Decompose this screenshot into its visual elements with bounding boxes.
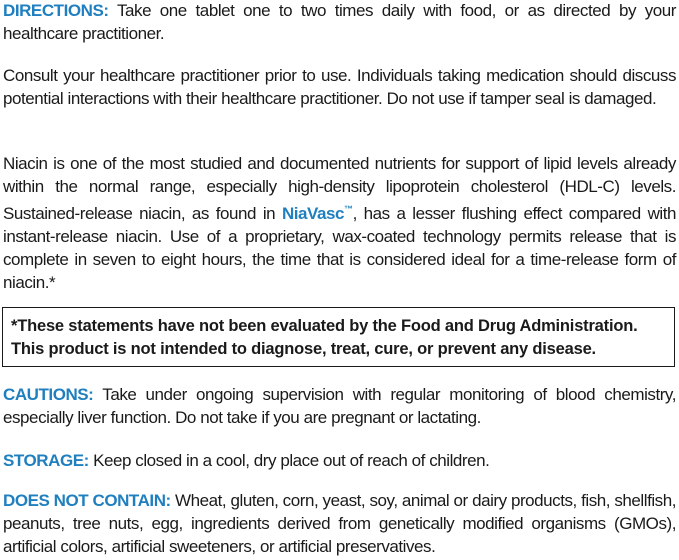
does-not-contain-paragraph [3, 489, 676, 558]
fda-disclaimer-box [2, 307, 675, 367]
directions-label: DIRECTIONS: [3, 1, 109, 20]
does-not-contain-label: DOES NOT CONTAIN: [3, 491, 171, 510]
directions-text: Take one tablet one to two times daily with food, or as directed by your healthcare practitioner. [3, 1, 676, 43]
niacin-text-after: , has a lesser flushing effect compared with instant-release niacin. Use of a proprietary, wax-coated technology permits release that is complete in seven to eight hours, the time that is considered ideal for a time-release form of niacin.* [3, 204, 676, 292]
storage-label: STORAGE: [3, 451, 89, 470]
disclaimer-line-1: *These statements have not been evaluated by the Food and Drug Administration. [11, 317, 638, 335]
niacin-text-before: Niacin is one of the most studied and documented nutrients for support of lipid levels already within the normal range, especially high-density lipoprotein cholesterol (HDL-C) levels. Sustained-release niacin, as found in [3, 154, 676, 223]
cautions-text: Take under ongoing supervision with regular monitoring of blood chemistry, especially liver function. Do not take if you are pregnant or lactating. [3, 385, 676, 427]
storage-paragraph [3, 449, 676, 472]
niacin-paragraph [3, 152, 676, 294]
consult-text: Consult your healthcare practitioner prior to use. Individuals taking medication should discuss potential interactions with their healthcare practitioner. Do not use if tamper seal is damaged. [3, 66, 676, 108]
disclaimer-line-2: This product is not intended to diagnose, treat, cure, or prevent any disease. [11, 340, 596, 358]
storage-text: Keep closed in a cool, dry place out of reach of children. [88, 451, 490, 470]
directions-paragraph [3, 0, 676, 45]
cautions-paragraph [3, 383, 676, 429]
does-not-contain-text: Wheat, gluten, corn, yeast, soy, animal or dairy products, fish, shellfish, peanuts, tree nuts, egg, ingredients derived from genetically modified organisms (GMOs), artificial colors, artificial sweeteners, or artificial preservatives. [3, 491, 676, 556]
trademark-symbol: ™ [344, 204, 353, 214]
brand-name: NiaVasc [281, 204, 345, 223]
cautions-label: CAUTIONS: [3, 385, 94, 404]
consult-paragraph [3, 64, 676, 110]
